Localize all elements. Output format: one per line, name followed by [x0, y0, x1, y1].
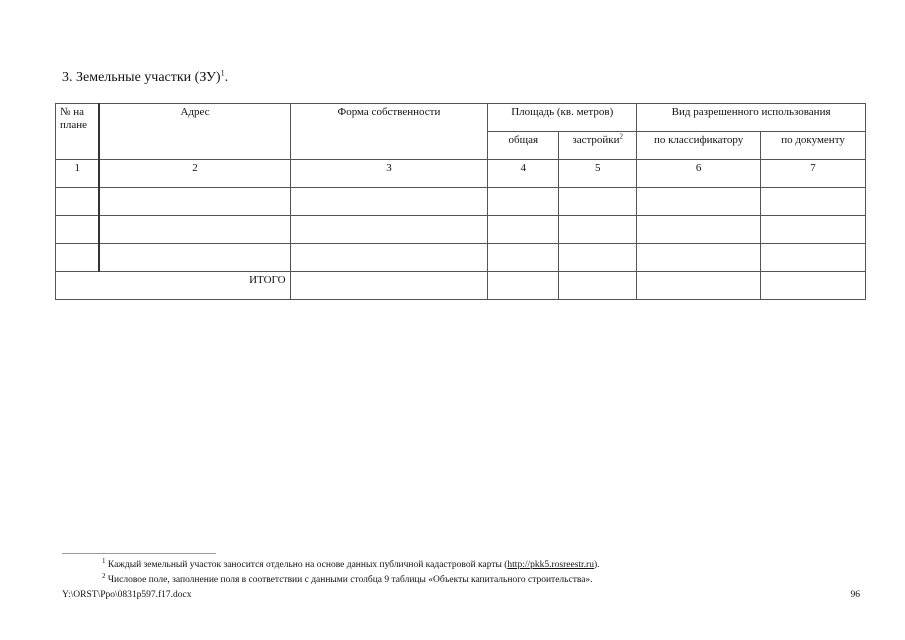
footnote-1-link[interactable]: http://pkk5.rosreestr.ru [507, 560, 594, 570]
table-cell[interactable] [559, 244, 637, 272]
total-cell[interactable] [637, 272, 761, 300]
table-cell[interactable] [559, 216, 637, 244]
table-cell[interactable] [488, 188, 559, 216]
header-ownership: Форма собственности [290, 104, 488, 160]
table-cell[interactable] [99, 216, 290, 244]
header-area-built-label: застройки [572, 134, 620, 146]
header-address: Адрес [99, 104, 290, 160]
header-use-classifier: по классификатору [637, 132, 761, 160]
header-area-built-footnote-ref[interactable]: 2 [619, 132, 624, 141]
header-use-document: по документу [761, 132, 866, 160]
file-path: Y:\ORST\Ppo\0831p597.f17.docx [62, 590, 192, 600]
table-cell[interactable] [56, 188, 100, 216]
table-cell[interactable] [761, 216, 866, 244]
table-cell[interactable] [99, 244, 290, 272]
table-cell[interactable] [559, 188, 637, 216]
column-number: 1 [56, 160, 100, 188]
section-heading-footnote-ref[interactable]: 1 [220, 68, 225, 78]
table-cell[interactable] [637, 216, 761, 244]
section-heading-text: 3. Земельные участки (ЗУ) [62, 70, 221, 85]
header-row-1 [56, 104, 866, 132]
table-cell[interactable] [488, 216, 559, 244]
table-row [56, 216, 866, 244]
section-heading [62, 70, 228, 86]
table-cell[interactable] [761, 244, 866, 272]
table-cell[interactable] [56, 216, 100, 244]
table-cell[interactable] [761, 188, 866, 216]
header-area-total: общая [488, 132, 559, 160]
column-number: 3 [290, 160, 488, 188]
footnote-separator [62, 553, 216, 554]
column-number: 2 [99, 160, 290, 188]
total-row [56, 272, 866, 300]
page-number: 96 [850, 590, 860, 600]
table-cell[interactable] [488, 244, 559, 272]
table-row [56, 188, 866, 216]
table-cell[interactable] [290, 216, 488, 244]
footnote-1 [102, 556, 600, 570]
column-number: 5 [559, 160, 637, 188]
footnote-2-text: Числовое поле, заполнение поля в соответствии с данными столбца 9 таблицы «Объекты капитального строительства». [107, 575, 593, 585]
table-cell[interactable] [290, 244, 488, 272]
footnote-2-number: 2 [102, 571, 106, 580]
section-heading-tail: . [224, 70, 229, 85]
table-cell[interactable] [56, 244, 100, 272]
column-numbers-row [56, 160, 866, 188]
header-area-built [559, 132, 637, 160]
header-use-group: Вид разрешенного использования [637, 104, 866, 132]
header-no: № на плане [56, 104, 100, 160]
table-cell[interactable] [637, 188, 761, 216]
total-cell[interactable] [488, 272, 559, 300]
total-cell[interactable] [290, 272, 488, 300]
column-number: 4 [488, 160, 559, 188]
total-label: ИТОГО [56, 272, 291, 300]
table-cell[interactable] [99, 188, 290, 216]
table-cell[interactable] [290, 188, 488, 216]
header-area-group: Площадь (кв. метров) [488, 104, 637, 132]
total-cell[interactable] [761, 272, 866, 300]
footnote-2 [102, 571, 593, 585]
land-plots-table [55, 103, 866, 300]
table-cell[interactable] [637, 244, 761, 272]
total-cell[interactable] [559, 272, 637, 300]
column-number: 6 [637, 160, 761, 188]
table-row [56, 244, 866, 272]
footnote-1-number: 1 [102, 556, 106, 565]
footnote-1-tail: ). [593, 560, 600, 570]
column-number: 7 [761, 160, 866, 188]
footnote-1-text: Каждый земельный участок заносится отдельно на основе данных публичной кадастровой карты ( [107, 560, 508, 570]
